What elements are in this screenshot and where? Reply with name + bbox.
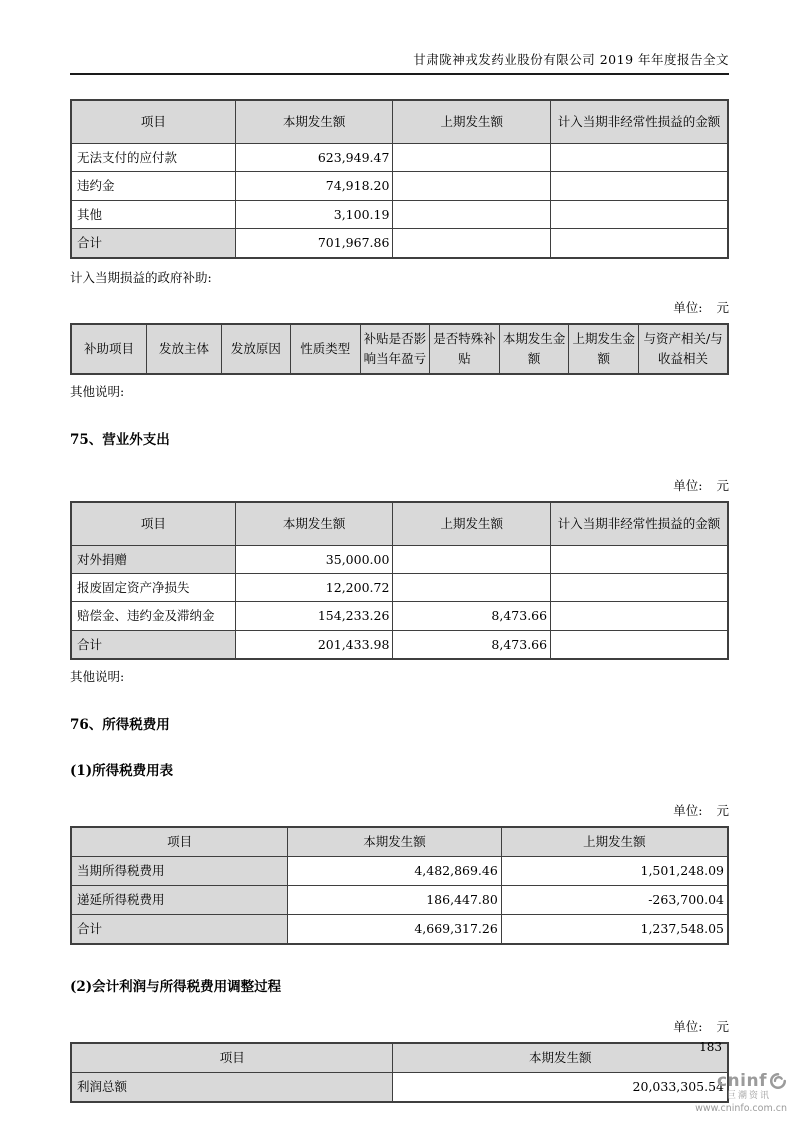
cninfo-logo — [687, 1072, 787, 1114]
unit-line — [70, 476, 729, 494]
cell-current: 20,033,305.54 — [393, 1073, 728, 1103]
cell-prior: 8,473.66 — [393, 630, 551, 659]
cninfo-logo-row — [687, 1072, 787, 1091]
cell-item: 对外捐赠 — [71, 545, 235, 573]
unit-label: 单位: — [673, 477, 703, 493]
cell-current: 701,967.86 — [235, 229, 393, 258]
cell-nonrecurring — [551, 630, 728, 659]
table-header-row — [71, 502, 728, 546]
col-header-current-amount: 本期发生金额 — [499, 324, 569, 374]
section-76-title: 76、所得税费用 — [70, 717, 170, 733]
other-note: 其他说明: — [70, 669, 125, 684]
cell-prior: 1,237,548.05 — [501, 915, 728, 945]
income-tax-table — [70, 826, 729, 945]
other-note: 其他说明: — [70, 383, 125, 399]
cell-current: 4,669,317.26 — [288, 915, 502, 945]
cell-nonrecurring — [551, 602, 728, 630]
cell-item: 违约金 — [71, 172, 235, 200]
unit-line — [70, 801, 729, 819]
col-header-nonrecurring: 计入当期非经常性损益的金额 — [551, 502, 728, 546]
cell-prior — [393, 172, 551, 200]
cell-item: 利润总额 — [71, 1073, 393, 1103]
unit-label: 单位: — [673, 803, 703, 818]
cninfo-url: www.cninfo.com.cn — [695, 1102, 787, 1114]
col-header-special: 是否特殊补贴 — [430, 324, 500, 374]
col-header-prior: 上期发生额 — [393, 502, 551, 546]
col-header-current: 本期发生额 — [235, 502, 393, 546]
cell-item-total: 合计 — [71, 915, 288, 945]
gov-subsidy-table — [70, 323, 729, 375]
table-row — [71, 857, 728, 886]
col-header-nature: 性质类型 — [290, 324, 360, 374]
col-header-grantor: 发放主体 — [147, 324, 222, 374]
col-header-prior: 上期发生额 — [393, 100, 551, 144]
table-row — [71, 200, 728, 228]
cell-prior — [393, 200, 551, 228]
page-content — [70, 0, 729, 1103]
cell-current: 3,100.19 — [235, 200, 393, 228]
col-header-reason: 发放原因 — [221, 324, 290, 374]
col-header-current: 本期发生额 — [393, 1043, 728, 1073]
table-row — [71, 886, 728, 915]
writeoff-payables-table — [70, 99, 729, 259]
table-header-row — [71, 324, 728, 374]
cell-current: 12,200.72 — [235, 573, 393, 601]
table-row — [71, 172, 728, 200]
table-header-row — [71, 100, 728, 144]
page-number: 183 — [699, 1040, 722, 1054]
table-row — [71, 545, 728, 573]
cell-item: 无法支付的应付款 — [71, 144, 235, 172]
unit-label: 单位: — [673, 1019, 703, 1034]
cell-item: 报废固定资产净损失 — [71, 573, 235, 601]
cell-item-total: 合计 — [71, 630, 235, 659]
unit-value: 元 — [716, 1019, 729, 1034]
col-header-affects-pl: 补贴是否影响当年盈亏 — [360, 324, 430, 374]
table-total-row — [71, 229, 728, 258]
col-header-nonrecurring: 计入当期非经常性损益的金额 — [551, 100, 728, 144]
unit-line — [70, 1017, 729, 1035]
cell-prior — [393, 545, 551, 573]
col-header-prior: 上期发生额 — [501, 827, 728, 857]
table-row — [71, 1073, 728, 1103]
cell-current: 186,447.80 — [288, 886, 502, 915]
cell-item: 当期所得税费用 — [71, 857, 288, 886]
cell-item-total: 合计 — [71, 229, 235, 258]
cell-current: 4,482,869.46 — [288, 857, 502, 886]
col-header-prior-amount: 上期发生金额 — [569, 324, 639, 374]
unit-value: 元 — [716, 477, 729, 493]
cell-current: 35,000.00 — [235, 545, 393, 573]
col-header-item: 项目 — [71, 1043, 393, 1073]
cell-item: 递延所得税费用 — [71, 886, 288, 915]
table-row — [71, 573, 728, 601]
table-header-row — [71, 827, 728, 857]
unit-value: 元 — [716, 803, 729, 818]
cell-nonrecurring — [551, 200, 728, 228]
cell-nonrecurring — [551, 172, 728, 200]
table-row — [71, 602, 728, 630]
col-header-subsidy-item: 补助项目 — [71, 324, 147, 374]
section-75-title: 75、营业外支出 — [70, 431, 170, 448]
cell-nonrecurring — [551, 229, 728, 258]
cell-nonrecurring — [551, 573, 728, 601]
cninfo-logo-text: cninf — [716, 1071, 767, 1091]
cell-nonrecurring — [551, 545, 728, 573]
col-header-item: 项目 — [71, 502, 235, 546]
col-header-item: 项目 — [71, 827, 288, 857]
cell-prior: 1,501,248.09 — [501, 857, 728, 886]
cninfo-swirl-icon — [769, 1072, 787, 1090]
table-total-row — [71, 630, 728, 659]
col-header-item: 项目 — [71, 100, 235, 144]
cninfo-caption: 巨潮资讯 — [726, 1090, 771, 1101]
cell-item: 赔偿金、违约金及滞纳金 — [71, 602, 235, 630]
unit-label: 单位: — [673, 299, 703, 315]
non-operating-expenses-table — [70, 501, 729, 661]
unit-value: 元 — [716, 299, 729, 315]
report-header-title: 甘肃陇神戎发药业股份有限公司 2019 年年度报告全文 — [70, 0, 729, 75]
cell-current: 201,433.98 — [235, 630, 393, 659]
unit-line — [70, 298, 729, 316]
cell-current: 74,918.20 — [235, 172, 393, 200]
cell-prior: 8,473.66 — [393, 602, 551, 630]
cell-nonrecurring — [551, 144, 728, 172]
cell-current: 154,233.26 — [235, 602, 393, 630]
col-header-asset-income: 与资产相关/与收益相关 — [639, 324, 728, 374]
section-76-sub1-title: (1)所得税费用表 — [70, 763, 174, 779]
cell-prior — [393, 573, 551, 601]
col-header-current: 本期发生额 — [288, 827, 502, 857]
cell-prior: -263,700.04 — [501, 886, 728, 915]
col-header-current: 本期发生额 — [235, 100, 393, 144]
section-76-sub2-title: (2)会计利润与所得税费用调整过程 — [70, 979, 282, 995]
cell-prior — [393, 229, 551, 258]
table-row — [71, 144, 728, 172]
cell-current: 623,949.47 — [235, 144, 393, 172]
table-total-row — [71, 915, 728, 945]
gov-subsidy-intro: 计入当期损益的政府补助: — [70, 269, 212, 285]
cell-prior — [393, 144, 551, 172]
cell-item: 其他 — [71, 200, 235, 228]
